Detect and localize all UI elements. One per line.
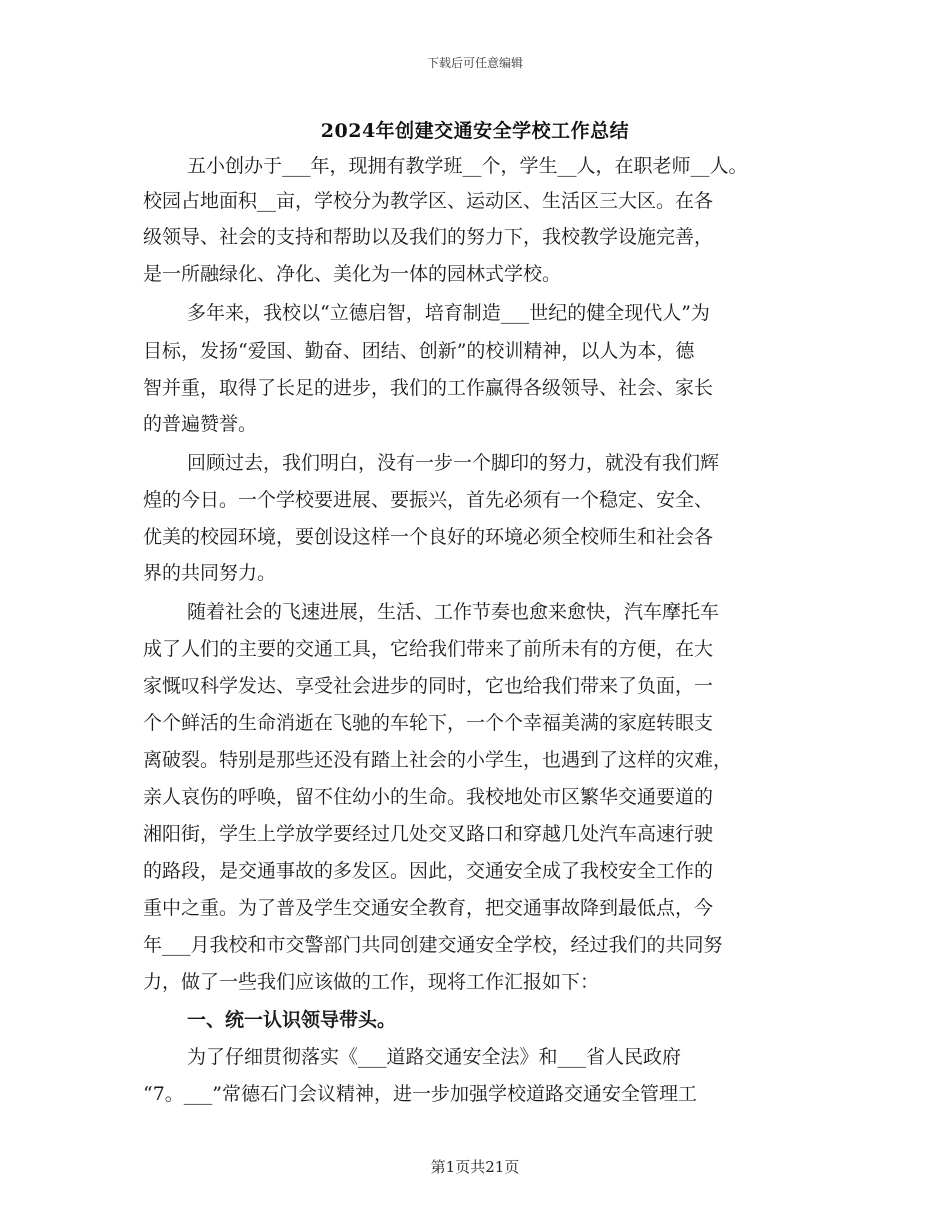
section-heading: 一、统一认识领导带头。 [187, 1009, 397, 1031]
body-line: 的普遍赞誉。 [143, 413, 258, 435]
body-line: 亲人哀伤的呼唤，留不住幼小的生命。我校地处市区繁华交通要道的 [143, 786, 714, 808]
body-line: “7。___”常德石门会议精神，进一步加强学校道路交通安全管理工 [143, 1083, 698, 1105]
page-footer: 第1页共21页 [430, 1158, 520, 1176]
body-line: 年___月我校和市交警部门共同创建交通安全学校，经过我们的共同努 [143, 934, 723, 956]
body-line: 回顾过去，我们明白，没有一步一个脚印的努力，就没有我们辉 [187, 452, 720, 474]
body-line: 家慨叹科学发达、享受社会进步的同时，它也给我们带来了负面，一 [143, 675, 714, 697]
body-line: 多年来，我校以“立德启智，培育制造___世纪的健全现代人”为 [187, 302, 710, 324]
body-line: 优美的校园环境，要创设这样一个良好的环境必须全校师生和社会各 [143, 526, 714, 548]
body-line: 目标，发扬“爱国、勤奋、团结、创新”的校训精神，以人为本，德 [143, 340, 695, 362]
body-line: 湘阳街，学生上学放学要经过几处交叉路口和穿越几处汽车高速行驶 [143, 823, 714, 845]
header-note: 下载后可任意编辑 [426, 56, 523, 70]
body-line: 煌的今日。一个学校要进展、要振兴，首先必须有一个稳定、安全、 [143, 489, 714, 511]
body-line: 成了人们的主要的交通工具，它给我们带来了前所未有的方便，在大 [143, 638, 714, 660]
body-line: 重中之重。为了普及学生交通安全教育，把交通事故降到最低点，今 [143, 897, 714, 919]
document-title: 2024年创建交通安全学校工作总结 [320, 120, 630, 142]
body-line: 离破裂。特别是那些还没有踏上社会的小学生，也遇到了这样的灾难， [143, 749, 733, 771]
body-line: 校园占地面积__亩，学校分为教学区、运动区、生活区三大区。在各 [143, 190, 714, 212]
body-line: 五小创办于___年，现拥有教学班__个，学生__人，在职老师__人。 [187, 155, 748, 177]
body-line: 个个鲜活的生命消逝在飞驰的车轮下，一个个幸福美满的家庭转眼支 [143, 712, 714, 734]
body-line: 的路段，是交通事故的多发区。因此，交通安全成了我校安全工作的 [143, 860, 714, 882]
body-line: 随着社会的飞速进展，生活、工作节奏也愈来愈快，汽车摩托车 [187, 601, 720, 623]
body-line: 力，做了一些我们应该做的工作，现将工作汇报如下： [143, 971, 600, 993]
body-line: 级领导、社会的支持和帮助以及我们的努力下，我校教学设施完善， [143, 226, 714, 248]
body-line: 智并重，取得了长足的进步，我们的工作赢得各级领导、社会、家长 [143, 377, 714, 399]
body-line: 为了仔细贯彻落实《___道路交通安全法》和___省人民政府 [187, 1046, 682, 1068]
body-line: 是一所融绿化、净化、美化为一体的园林式学校。 [143, 263, 562, 285]
body-line: 界的共同努力。 [143, 562, 277, 584]
